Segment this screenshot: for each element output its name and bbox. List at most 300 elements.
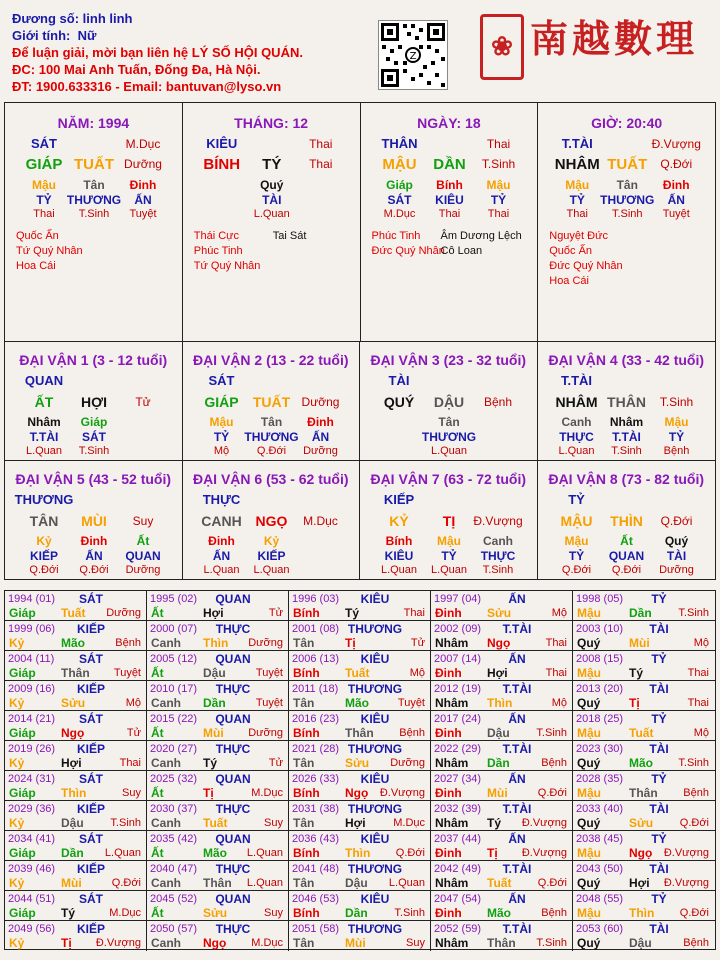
year-stage: Q.Đới (537, 787, 567, 799)
hidden-stem: Kỷ (263, 533, 280, 548)
year-stage: Dưỡng (248, 637, 283, 649)
hidden-stage: L.Quan (203, 563, 240, 576)
pillar-day (361, 103, 539, 341)
year-ten-god: THỰC (215, 922, 251, 936)
year-ten-god: SÁT (79, 772, 103, 786)
hidden-stem: Đinh (208, 533, 235, 548)
dai-van-ten-god: THƯƠNG (14, 491, 74, 507)
pillar-branch-stage: Q.Đới (660, 157, 693, 171)
year-cell (5, 891, 147, 921)
year-ten-god: ẤN (508, 712, 526, 726)
year-stage: Thai (687, 697, 709, 709)
year-stage: L.Quan (246, 847, 283, 859)
year-stem: Ất (151, 726, 164, 740)
year-branch: Tuất (203, 816, 228, 830)
hidden-ten-god: TÀI (666, 548, 687, 563)
year-stage: Tuyệt (397, 697, 425, 709)
year-stage: Mộ (693, 727, 709, 739)
year-ten-god: THỰC (215, 622, 251, 636)
year-stem: Mậu (577, 846, 601, 860)
year-ten-god: KIẾP (76, 802, 106, 816)
hidden-stem: Kỷ (36, 533, 52, 548)
year-cell (573, 681, 714, 711)
spirit-star: Hoa Cái (549, 275, 589, 287)
year-stem: Đinh (435, 846, 462, 860)
year-ten-god: SÁT (79, 712, 103, 726)
dai-van-stem: GIÁP (204, 394, 239, 410)
year-stem: Tân (293, 696, 315, 710)
year-branch: Mão (345, 696, 369, 710)
year-ten-god: QUAN (215, 772, 251, 786)
spirit-star: Đức Quý Nhân (371, 245, 445, 257)
year-label: 2029 (36) (8, 803, 56, 815)
year-label: 1994 (01) (8, 593, 56, 605)
year-row (5, 891, 715, 921)
year-row (5, 681, 715, 711)
year-ten-god: SÁT (79, 892, 103, 906)
year-stage: T.Sinh (678, 757, 709, 769)
year-row (5, 861, 715, 891)
hidden-ten-god: TÀI (262, 193, 282, 207)
year-cell (573, 621, 714, 651)
hidden-ten-god: THỰC (559, 430, 594, 444)
year-ten-god: QUAN (215, 892, 251, 906)
hidden-stem: Ất (620, 533, 633, 548)
year-label: 2008 (15) (576, 653, 624, 665)
owner-name: linh linh (82, 11, 133, 26)
year-label: 2032 (39) (434, 803, 482, 815)
year-stem: Quý (577, 756, 601, 770)
year-branch: Thìn (487, 696, 513, 710)
year-branch: Hợi (629, 876, 650, 890)
year-stage: Q.Đới (395, 847, 425, 859)
hidden-stage: Thai (33, 208, 55, 220)
year-branch: Tuất (345, 666, 370, 680)
hidden-stem: Mậu (437, 533, 461, 548)
year-label: 2020 (27) (150, 743, 198, 755)
year-branch: Tý (487, 816, 502, 830)
year-ten-god: TÀI (649, 922, 669, 936)
hidden-ten-god: TỶ (441, 548, 457, 563)
year-cell (5, 861, 147, 891)
year-stem: Quý (577, 936, 601, 950)
hidden-stage: Q.Đới (29, 563, 59, 576)
year-cell (5, 651, 147, 681)
year-label: 1995 (02) (150, 593, 198, 605)
year-stem: Tân (293, 816, 315, 830)
year-cell (431, 861, 573, 891)
dai-van-stem: MẬU (560, 512, 593, 529)
year-cell (289, 621, 431, 651)
year-label: 1998 (05) (576, 593, 624, 605)
hidden-stem: Mậu (664, 415, 689, 429)
spirit-star: Đức Quý Nhân (549, 260, 623, 272)
year-branch: Dậu (61, 816, 84, 830)
year-ten-god: QUAN (215, 832, 251, 846)
year-stem: Ất (151, 606, 164, 620)
dai-van-branch: THÂN (607, 394, 646, 410)
year-branch: Hợi (487, 666, 508, 680)
year-ten-god: T.TÀI (502, 802, 532, 816)
year-ten-god: THƯƠNG (347, 682, 403, 696)
year-branch: Thân (345, 726, 374, 740)
year-stage: Đ.Vượng (379, 787, 425, 799)
year-stage: Mộ (551, 697, 567, 709)
year-stem: Nhâm (435, 816, 469, 830)
year-branch: Ngọ (61, 726, 85, 740)
dai-van-branch: TỊ (442, 512, 456, 529)
year-stem: Bính (293, 786, 320, 800)
dai-van-title: ĐẠI VẬN 4 (33 - 42 tuổi) (548, 352, 705, 368)
dai-van-stem: ẤT (34, 394, 54, 410)
year-label: 2043 (50) (576, 863, 624, 875)
year-cell (573, 891, 714, 921)
year-stem: Mậu (577, 786, 601, 800)
year-stage: Q.Đới (679, 817, 709, 829)
year-cell (289, 801, 431, 831)
spirit-star: Tứ Quý Nhân (193, 260, 261, 272)
hidden-ten-god: THƯƠNG (600, 193, 655, 207)
year-label: 2027 (34) (434, 773, 482, 785)
year-stage: Suy (406, 937, 425, 949)
year-ten-god: SÁT (79, 592, 103, 606)
year-branch: Mão (203, 846, 227, 860)
year-stage: Bệnh (541, 907, 567, 919)
hidden-stage: Tuyệt (662, 208, 690, 220)
year-stage: Đ.Vượng (663, 847, 709, 859)
hidden-stage: Q.Đới (79, 563, 109, 576)
year-ten-god: TÀI (649, 682, 669, 696)
year-label: 2037 (44) (434, 833, 482, 845)
spirit-star: Cô Loan (440, 245, 483, 257)
year-stage: Bệnh (683, 937, 709, 949)
spirit-star: Phúc Tinh (193, 245, 243, 257)
year-stem: Quý (577, 636, 601, 650)
year-cell (289, 771, 431, 801)
spirit-star: Phúc Tinh (371, 230, 421, 242)
year-ten-god: KIÊU (360, 892, 390, 906)
dai-van-ten-god: QUAN (24, 373, 64, 388)
year-cell (147, 651, 289, 681)
year-cell (573, 801, 714, 831)
dai-van-ten-god: KIẾP (383, 491, 415, 507)
year-cell (289, 861, 431, 891)
gender-value: Nữ (77, 28, 97, 43)
pillar-branch: TÝ (262, 156, 282, 173)
year-ten-god: THƯƠNG (347, 922, 403, 936)
year-ten-god: KIÊU (360, 712, 390, 726)
hidden-stem: Đinh (307, 415, 334, 429)
year-stage: Q.Đới (537, 877, 567, 889)
hidden-stem: Tân (83, 178, 105, 192)
spirit-star: Quốc Ấn (549, 245, 593, 257)
pillar-title: NĂM: 1994 (57, 115, 130, 131)
hidden-ten-god: TỶ (36, 193, 52, 207)
year-ten-god: QUAN (215, 592, 251, 606)
hidden-stage: Dưỡng (125, 563, 161, 576)
dai-van-title: ĐẠI VẬN 1 (3 - 12 tuổi) (19, 352, 168, 368)
pillar-stem: MẬU (382, 156, 417, 173)
hidden-stage: M.Dục (383, 208, 416, 220)
year-cell (5, 831, 147, 861)
year-ten-god: TỶ (651, 892, 667, 906)
year-stem: Canh (151, 756, 181, 770)
year-stem: Bính (293, 726, 320, 740)
pillar-stem: GIÁP (25, 156, 63, 173)
year-cell (147, 861, 289, 891)
pillar-branch: TUẤT (607, 156, 648, 173)
logo-text: 南越數理 (530, 16, 699, 61)
hidden-stem: Tân (438, 415, 460, 429)
hidden-stage: T.Sinh (78, 445, 110, 457)
year-row (5, 801, 715, 831)
year-branch: Ngọ (203, 936, 227, 950)
hidden-stem: Bính (436, 178, 463, 192)
year-stage: Q.Đới (111, 877, 141, 889)
dai-van-1 (5, 342, 183, 461)
year-row (5, 831, 715, 861)
year-ten-god: TỶ (651, 832, 667, 846)
year-label: 1997 (04) (434, 593, 482, 605)
dai-van-title: ĐẠI VẬN 8 (73 - 82 tuổi) (548, 470, 705, 487)
year-stage: Bệnh (683, 787, 709, 799)
year-branch: Ngọ (487, 636, 511, 650)
year-cell (5, 591, 147, 621)
year-stem: Nhâm (435, 636, 469, 650)
year-cell (431, 681, 573, 711)
year-cell (147, 891, 289, 921)
year-label: 2035 (42) (150, 833, 198, 845)
year-ten-god: T.TÀI (502, 742, 532, 756)
year-stage: Tuyệt (255, 697, 283, 709)
year-label: 2047 (54) (434, 893, 482, 905)
year-branch: Tý (345, 606, 360, 620)
hidden-stem: Ất (136, 533, 150, 548)
hidden-stage: T.Sinh (611, 208, 643, 220)
year-branch: Ngọ (629, 846, 653, 860)
pillar-hour (538, 103, 715, 341)
hidden-stage: Q.Đới (256, 445, 287, 457)
dai-van-6 (183, 461, 361, 580)
year-stem: Quý (577, 696, 601, 710)
year-cell (431, 771, 573, 801)
hidden-ten-god: KIÊU (384, 548, 414, 563)
year-cell (573, 741, 714, 771)
yearly-luck-grid (4, 590, 716, 950)
year-branch: Dần (203, 696, 226, 710)
hidden-stage: Q.Đới (611, 563, 642, 576)
hidden-stage: Thai (566, 208, 588, 220)
hidden-ten-god: T.TÀI (612, 430, 641, 444)
hidden-stem: Quý (664, 533, 689, 548)
year-label: 2007 (14) (434, 653, 482, 665)
year-branch: Tị (345, 636, 356, 650)
hidden-stage: L.Quan (253, 563, 290, 576)
year-cell (573, 831, 714, 861)
hidden-stem: Quý (260, 178, 284, 192)
pillar-stem: BÍNH (203, 156, 241, 173)
pillar-branch: TUẤT (74, 156, 114, 173)
spirit-star: Âm Dương Lệch (440, 230, 522, 242)
year-ten-god: T.TÀI (502, 922, 532, 936)
hidden-stem: Mậu (209, 415, 234, 429)
hidden-stem: Giáp (80, 415, 108, 429)
year-stage: Thai (687, 667, 709, 679)
year-label: 2011 (18) (292, 683, 339, 695)
year-ten-god: THƯƠNG (347, 862, 403, 876)
year-stem: Bính (293, 906, 320, 920)
hidden-stage: T.Sinh (78, 208, 110, 220)
year-label: 2034 (41) (8, 833, 56, 845)
hidden-stem: Mậu (565, 178, 590, 192)
year-branch: Tuất (487, 876, 512, 890)
year-stage: Suy (264, 907, 283, 919)
hidden-stage: T.Sinh (611, 445, 642, 457)
year-branch: Sửu (345, 756, 370, 770)
dai-van-title: ĐẠI VẬN 2 (13 - 22 tuổi) (192, 352, 349, 368)
hidden-ten-god: TỶ (569, 193, 585, 207)
year-ten-god: TÀI (649, 802, 669, 816)
year-label: 2006 (13) (292, 653, 340, 665)
year-label: 2028 (35) (576, 773, 624, 785)
year-label: 2009 (16) (8, 683, 56, 695)
year-stage: Đ.Vượng (521, 817, 567, 829)
year-cell (573, 651, 714, 681)
year-stem: Tân (293, 756, 315, 770)
year-branch: Tị (487, 846, 498, 860)
year-cell (573, 861, 714, 891)
svg-text:Z: Z (409, 51, 417, 62)
year-label: 2041 (48) (292, 863, 340, 875)
year-branch: Tuất (61, 606, 86, 620)
year-ten-god: ẤN (508, 772, 526, 786)
year-ten-god: TỶ (651, 772, 667, 786)
dai-van-stage: Suy (132, 513, 154, 528)
spirit-star: Quốc Ấn (16, 230, 59, 242)
year-ten-god: THƯƠNG (347, 622, 403, 636)
year-ten-god: KIÊU (360, 592, 390, 606)
year-cell (5, 621, 147, 651)
year-cell (573, 921, 714, 951)
year-cell (431, 891, 573, 921)
year-label: 2003 (10) (576, 623, 624, 635)
hidden-stem: Tân (260, 415, 283, 429)
year-branch: Thìn (61, 786, 87, 800)
year-stage: Dưỡng (248, 727, 283, 739)
dai-van-stem: TÂN (29, 512, 59, 529)
pillar-branch-stage: Dưỡng (124, 157, 162, 171)
dai-van-branch: HỢI (81, 394, 107, 410)
year-label: 2053 (60) (576, 923, 624, 935)
hidden-ten-god: THƯƠNG (66, 193, 122, 207)
year-cell (5, 921, 147, 951)
pillar-title: NGÀY: 18 (417, 115, 481, 131)
hidden-ten-god: SÁT (82, 430, 106, 444)
year-stage: Tử (126, 727, 141, 739)
dai-van-title: ĐẠI VẬN 3 (23 - 32 tuổi) (370, 352, 527, 368)
year-stem: Kỷ (9, 876, 25, 890)
year-stage: Thai (403, 607, 425, 619)
hidden-ten-god: ẤN (212, 548, 231, 563)
year-cell (147, 831, 289, 861)
dai-van-branch: THÌN (610, 512, 643, 529)
year-label: 2016 (23) (292, 713, 340, 725)
year-ten-god: ẤN (508, 892, 526, 906)
year-label: 2018 (25) (576, 713, 624, 725)
spirit-star: Tứ Quý Nhân (16, 245, 83, 257)
year-branch: Tị (203, 786, 214, 800)
year-ten-god: TỶ (651, 712, 667, 726)
year-ten-god: THỰC (215, 862, 251, 876)
year-cell (289, 681, 431, 711)
year-stage: Bệnh (399, 727, 425, 739)
year-cell (289, 591, 431, 621)
hidden-ten-god: QUAN (608, 548, 645, 563)
year-branch: Mùi (345, 936, 366, 950)
year-branch: Mùi (61, 876, 82, 890)
hidden-ten-god: QUAN (125, 548, 161, 563)
year-stem: Giáp (9, 666, 36, 680)
year-stage: Thai (545, 637, 567, 649)
four-pillars (4, 102, 716, 342)
year-stem: Canh (151, 876, 181, 890)
year-ten-god: KIẾP (76, 862, 106, 876)
year-cell (289, 651, 431, 681)
year-ten-god: ẤN (508, 652, 526, 666)
pillar-ten-god: KIÊU (206, 136, 238, 151)
year-ten-god: ẤN (508, 832, 526, 846)
year-branch: Hợi (203, 606, 224, 620)
year-label: 2001 (08) (292, 623, 340, 635)
year-stage: Thai (545, 667, 567, 679)
hidden-stage: Bệnh (663, 445, 690, 457)
year-label: 2048 (55) (576, 893, 624, 905)
hidden-ten-god: THƯƠNG (244, 430, 299, 444)
year-branch: Tý (629, 666, 644, 680)
hidden-stem: Đinh (129, 178, 157, 192)
hidden-stage: L.Quan (430, 445, 468, 457)
year-ten-god: TÀI (649, 742, 669, 756)
year-stem: Ất (151, 786, 164, 800)
year-label: 2017 (24) (434, 713, 482, 725)
pillar-branch-stage: Thai (309, 157, 333, 171)
year-ten-god: KIÊU (360, 652, 390, 666)
dai-van-stage: Đ.Vượng (473, 513, 523, 528)
year-stem: Ất (151, 906, 164, 920)
year-label: 2019 (26) (8, 743, 56, 755)
year-stage: T.Sinh (536, 937, 567, 949)
hidden-ten-god: ẤN (667, 193, 685, 207)
year-branch: Sửu (61, 696, 86, 710)
hidden-stage: L.Quan (253, 208, 290, 220)
year-stem: Đinh (435, 606, 462, 620)
spirit-star: Hoa Cái (16, 260, 56, 272)
hidden-stem: Giáp (386, 178, 413, 192)
hidden-stem: Đinh (80, 533, 108, 548)
year-ten-god: SÁT (79, 832, 103, 846)
year-stage: Suy (264, 817, 283, 829)
year-cell (289, 891, 431, 921)
hidden-ten-god: TỶ (568, 548, 585, 563)
year-branch: Dần (629, 606, 652, 620)
year-stage: Q.Đới (679, 907, 709, 919)
year-stem: Nhâm (435, 696, 469, 710)
year-branch: Tị (61, 936, 72, 950)
year-cell (431, 831, 573, 861)
year-label: 2050 (57) (150, 923, 198, 935)
year-stage: Thai (119, 757, 141, 769)
year-stem: Tân (293, 636, 315, 650)
